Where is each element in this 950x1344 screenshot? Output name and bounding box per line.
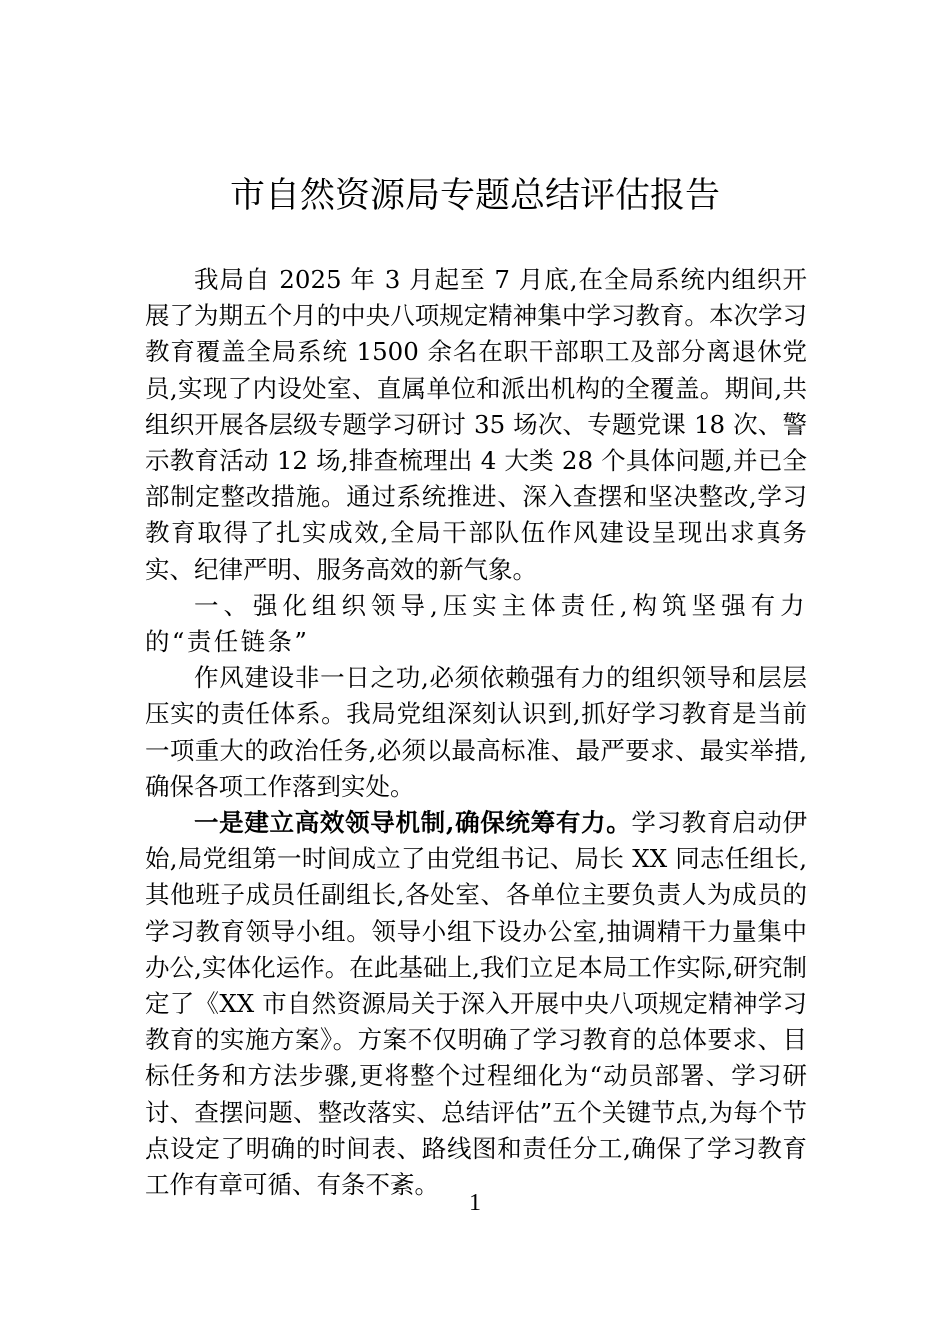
page-number: 1 bbox=[469, 1190, 481, 1216]
section-one-intro-paragraph: 作风建设非一日之功,必须依赖强有力的组织领导和层层压实的责任体系。我局党组深刻认识到,抓好学习教育是当前一项重大的政治任务,必须以最高标准、最严要求、最实举措,确保各项工作落到实处。 bbox=[145, 663, 807, 801]
section-one-heading: 一、强化组织领导,压实主体责任,构筑坚强有力的“责任链条” bbox=[145, 590, 807, 657]
document-title: 市自然资源局专题总结评估报告 bbox=[229, 176, 720, 216]
intro-paragraph: 我局自 2025 年 3 月起至 7 月底,在全局系统内组织开展了为期五个月的中央八项规定精神集中学习教育。本次学习教育覆盖全局系统 1500 余名在职干部职工及部分离退休党员,实现了内设处室、直属单位和派出机构的全覆盖。期间,共组织开展各层级专题学习研讨 35 场次、专题党课 18 次、警示教育活动 12 场,排查梳理出 4 大类 28 个具体问题,并已全部制定整改措施。通过系统推进、深入查摆和坚决整改,学习教育取得了扎实成效,全局干部队伍作风建设呈现出求真务实、纪律严明、服务高效的新气象。 bbox=[145, 265, 807, 584]
point-one-lead: 一是建立高效领导机制,确保统筹有力。 bbox=[194, 808, 632, 838]
document-body bbox=[145, 262, 807, 1203]
point-one-paragraph bbox=[145, 805, 807, 1203]
point-one-body: 学习教育启动伊始,局党组第一时间成立了由党组书记、局长 XX 同志任组长,其他班子成员任副组长,各处室、各单位主要负责人为成员的学习教育领导小组。领导小组下设办公室,抽调精干力量集中办公,实体化运作。在此基础上,我们立足本局工作实际,研究制定了《XX 市自然资源局关于深入开展中央八项规定精神学习教育的实施方案》。方案不仅明确了学习教育的总体要求、目标任务和方法步骤,更将整个过程细化为“动员部署、学习研讨、查摆问题、整改落实、总结评估”五个关键节点,为每个节点设定了明确的时间表、路线图和责任分工,确保了学习教育工作有章可循、有条不紊。 bbox=[145, 808, 808, 1200]
